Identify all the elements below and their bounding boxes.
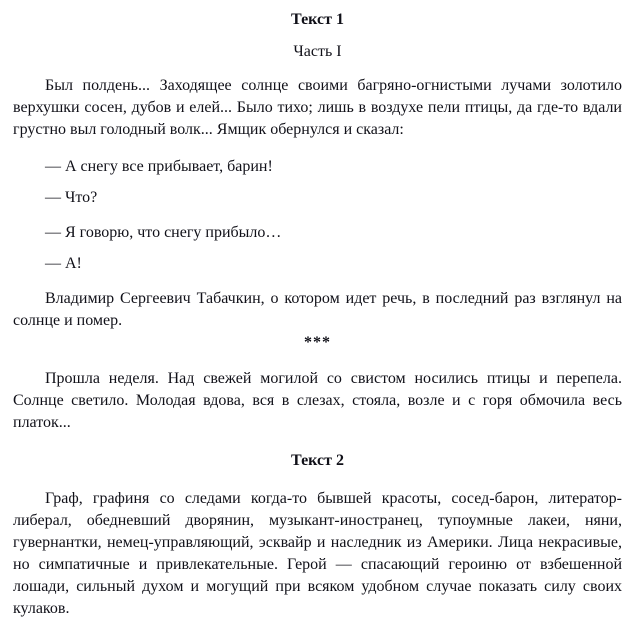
- text-line: гувернантки, немец-управляющий, эсквайр и наследник из Америки. Лица некрасивые,: [13, 534, 622, 551]
- dialogue-line: — Я говорю, что снегу прибыло…: [45, 224, 282, 241]
- text-line: кулаков.: [13, 600, 70, 617]
- text1-heading: Текст 1: [291, 11, 344, 28]
- text-line: верхушки сосен, дубов и елей... Было тихо; лишь в воздухе пели птицы, да где-то вдали: [13, 99, 622, 116]
- text2-paragraph-1: [13, 488, 622, 620]
- dialogue-line: — Что?: [45, 189, 98, 206]
- dialogue-line: — А!: [45, 255, 82, 272]
- text1-paragraph-2: [13, 288, 622, 332]
- text-line: грустно выл голодный волк... Ямщик обернулся и сказал:: [13, 121, 404, 138]
- text-line: Граф, графиня со следами когда-то бывшей красоты, сосед-барон, литератор-: [45, 490, 622, 507]
- text2-heading: Текст 2: [291, 452, 344, 469]
- text-line: либерал, обедневший дворянин, музыкант-иностранец, тупоумные лакеи, няни,: [13, 512, 622, 529]
- section-separator: ***: [304, 334, 331, 351]
- text-line: Прошла неделя. Над свежей могилой со свистом носились птицы и перепела.: [45, 370, 622, 387]
- text-line: Был полдень... Заходящее солнце своими багряно-огнистыми лучами золотило: [45, 77, 622, 94]
- text-line: Владимир Сергеевич Табачкин, о котором идет речь, в последний раз взглянул на: [45, 290, 622, 307]
- dialogue-line: — А снегу все прибывает, барин!: [45, 158, 273, 175]
- text1-paragraph-3: [13, 368, 622, 434]
- text-line: Солнце светило. Молодая вдова, вся в слезах, стояла, возле и с горя обмочила весь: [13, 392, 622, 409]
- text-line: но симпатичные и привлекательные. Герой — спасающий героиню от взбешенной: [13, 556, 622, 573]
- text1-paragraph-1: [13, 75, 622, 141]
- text-line: лошади, сильный духом и могущий при всяком удобном случае показать силу своих: [13, 578, 622, 595]
- text-line: солнце и помер.: [13, 312, 123, 329]
- text1-part-heading: Часть I: [293, 43, 342, 60]
- text-line: платок...: [13, 414, 71, 431]
